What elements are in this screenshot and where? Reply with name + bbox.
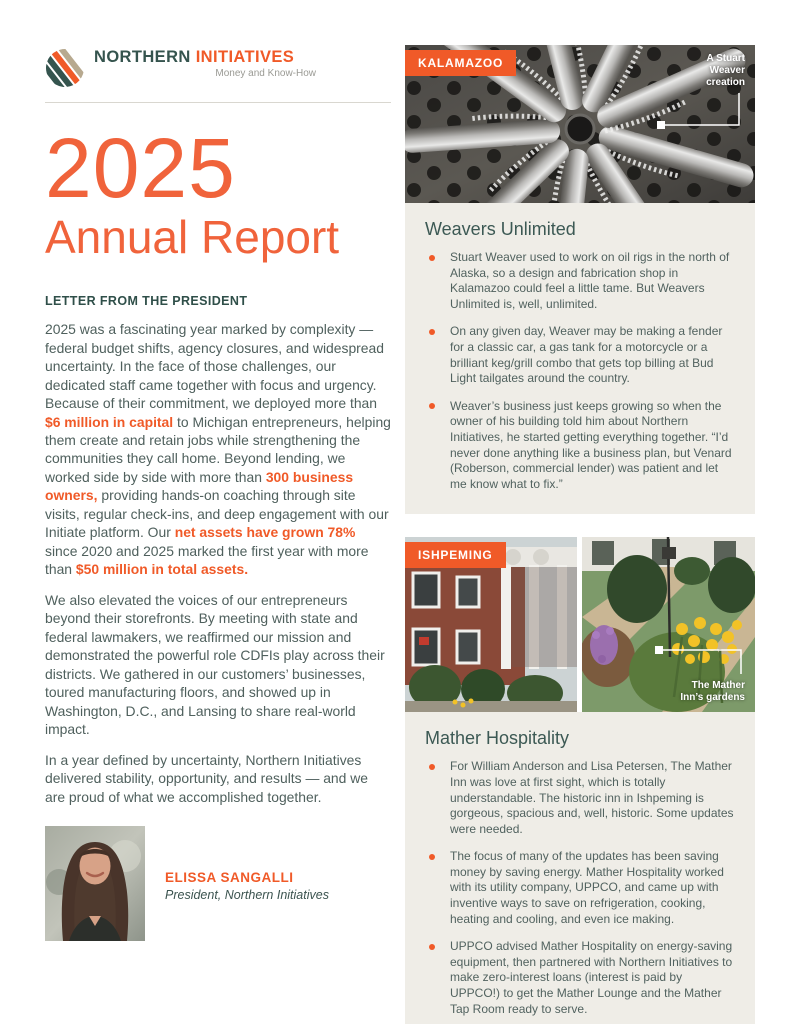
president-signature-block xyxy=(45,826,391,941)
president-name: ELISSA SANGALLI xyxy=(165,870,294,886)
brand-logo-icon xyxy=(45,48,85,88)
story-bullet: For William Anderson and Lisa Petersen, The Mather Inn was love at first sight, which is totally understandable. The historic inn in Ishpeming is gorgeous, spacious and, well, historic. Some updates were needed. xyxy=(425,759,735,837)
mather-inn-photos xyxy=(405,537,755,712)
brand-tagline: Money and Know-How xyxy=(215,67,316,79)
president-title: President, Northern Initiatives xyxy=(165,888,329,903)
brand-name-primary: NORTHERN xyxy=(94,48,191,66)
story-body-weavers xyxy=(405,203,755,514)
photo-caption-weaver: A Stuart Weaver creation xyxy=(706,53,745,88)
photo-caption-gardens: The Mather Inn’s gardens xyxy=(680,680,745,704)
brand-header xyxy=(45,48,391,103)
story-bullet-list xyxy=(425,250,735,492)
report-subtitle: Annual Report xyxy=(45,210,340,263)
story-card-mather-hospitality xyxy=(405,537,755,1024)
story-card-weavers-unlimited xyxy=(405,45,755,514)
letter-paragraph: 2025 was a fascinating year marked by complexity — federal budget shifts, agency closures, and widespread uncertainty. In the face of those challenges, our dedicated staff came together with focus and urgency. Because of their commitment, we deployed more than $6 million in capital to Michigan entrepreneurs, helping them create and retain jobs while strengthening the communities they call home. Beyond lending, we worked side by side with more than 300 business owners, providing hands-on coaching through site visits, regular check-ins, and deep engagement with our Initiate platform. Our net assets have grown 78% since 2020 and 2025 marked the first year with more than $50 million in total assets. xyxy=(45,321,391,578)
president-portrait-photo xyxy=(45,826,145,941)
caption-callout-line xyxy=(651,91,743,137)
report-year: 2025 xyxy=(45,121,236,215)
weaver-creation-photo xyxy=(405,45,755,203)
caption-callout-line xyxy=(653,644,745,676)
letter-paragraph: We also elevated the voices of our entrepreneurs beyond their storefronts. By meeting with state and federal lawmakers, we reaffirmed our mission and demonstrated the powerful role CDFIs play across their districts. We gathered in our customers’ businesses, toured manufacturing floors, and showed up in Washington, D.C., and Lansing to share real-world impact. xyxy=(45,591,385,738)
left-column xyxy=(45,48,391,941)
header-divider xyxy=(45,102,391,103)
location-tag-ishpeming: ISHPEMING xyxy=(405,542,506,568)
story-heading-weavers: Weavers Unlimited xyxy=(425,219,576,239)
story-heading-mather: Mather Hospitality xyxy=(425,728,570,749)
story-bullet: Weaver’s business just keeps growing so when the owner of his building told him about Northern Initiatives, he started getting everything together. “I’d never done anything like a business plan, but Venard (Roberson, commercial lender) was patient and let me know what to fix.” xyxy=(425,399,735,493)
story-bullet-list xyxy=(425,759,735,1017)
location-tag-kalamazoo: KALAMAZOO xyxy=(405,50,516,76)
story-body-mather xyxy=(405,712,755,1024)
story-bullet: Stuart Weaver used to work on oil rigs in the north of Alaska, so a design and fabrication shop in Kalamazoo could feel a little tame. But Weavers Unlimited is, well, unlimited. xyxy=(425,250,735,312)
brand-name-secondary: INITIATIVES xyxy=(195,48,295,66)
right-column xyxy=(405,45,755,1024)
story-bullet: UPPCO advised Mather Hospitality on energy-saving equipment, then partnered with Northern Initiatives to make zero-interest loans (interest is paid by UPPCO!) to get the Mather Lounge and the Mather Tap Room ready to serve. xyxy=(425,939,735,1017)
letter-heading: LETTER FROM THE PRESIDENT xyxy=(45,294,248,309)
letter-paragraph: In a year defined by uncertainty, Northern Initiatives delivered stability, opportunity, and results — and we are proud of what we accomplished together. xyxy=(45,751,368,805)
brand-name xyxy=(94,48,316,67)
story-bullet: On any given day, Weaver may be making a fender for a classic car, a gas tank for a motorcycle or a brilliant keg/grill combo that gets top billing at Bud Light tailgates around the country. xyxy=(425,324,735,386)
story-bullet: The focus of many of the updates has been saving money by saving energy. Mather Hospitality worked with its utility company, UPPCO, and came up with inventive ways to save on refrigeration, cooking, heating and cooling, and even ice making. xyxy=(425,849,735,927)
